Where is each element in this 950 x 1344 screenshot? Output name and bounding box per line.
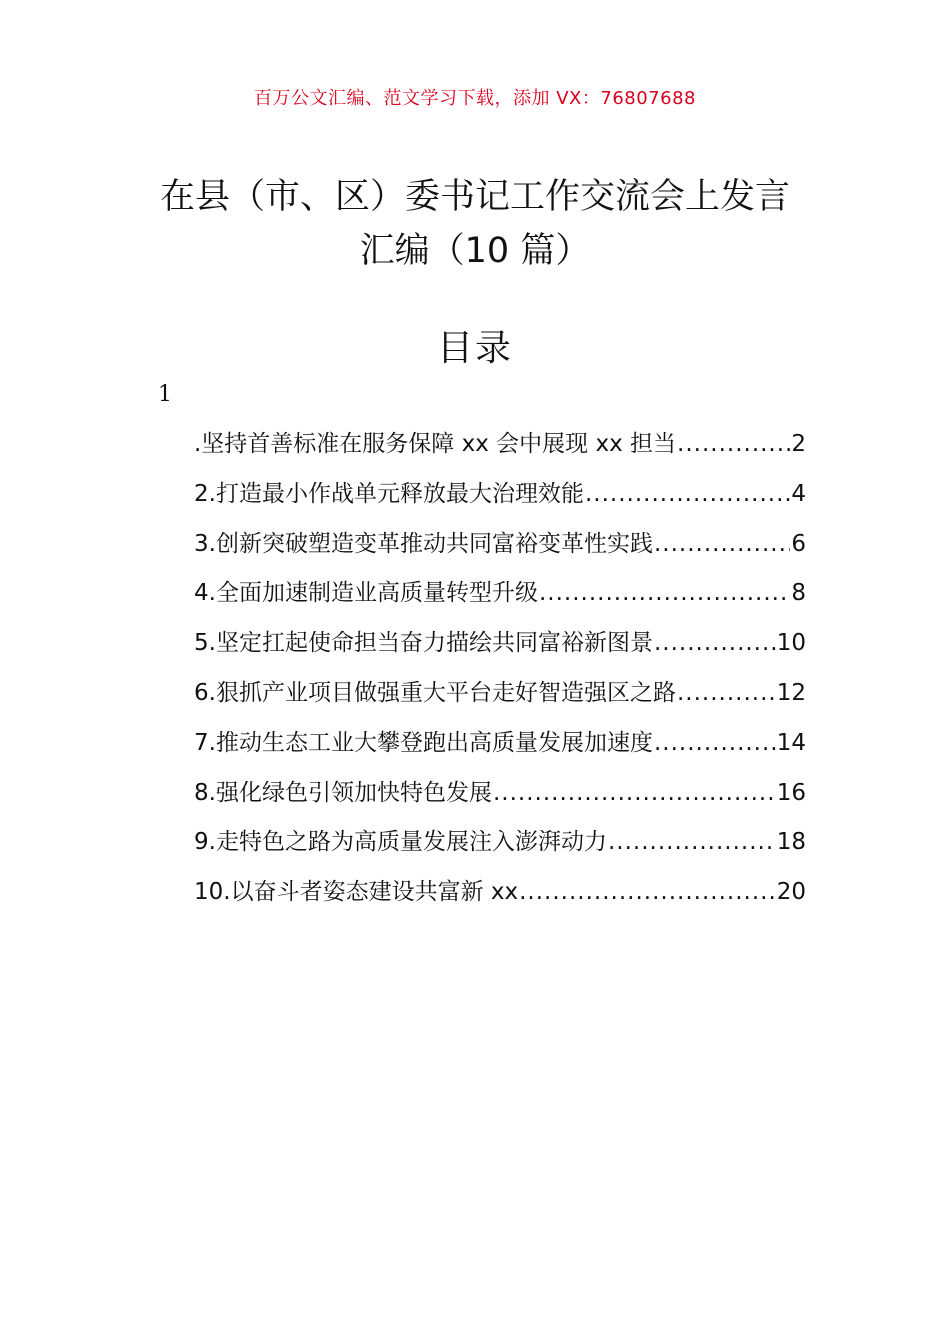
toc-leader-dots: [519, 868, 776, 918]
toc-entry-title: 3.创新突破塑造变革推动共同富裕变革性实践: [194, 530, 653, 557]
toc-page-number: 4: [791, 480, 806, 507]
toc-page-number: 14: [776, 729, 806, 756]
toc-page-number: 16: [776, 779, 806, 806]
toc-page-number: 12: [776, 679, 806, 706]
toc-page-number: 6: [791, 530, 806, 557]
toc-entry-title: 5.坚定扛起使命担当奋力描绘共同富裕新图景: [194, 630, 653, 657]
toc-heading: 目录: [436, 328, 513, 369]
toc-entry[interactable]: [194, 769, 806, 819]
toc-page-number: 20: [776, 879, 806, 906]
toc-entry[interactable]: [194, 619, 806, 669]
toc-entry-title: 2.打造最小作战单元释放最大治理效能: [194, 480, 584, 507]
toc-entry-title: 9.走特色之路为高质量发展注入澎湃动力: [194, 829, 607, 856]
toc-page-number: 8: [791, 580, 806, 607]
toc-leader-dots: [654, 719, 776, 769]
toc-entry[interactable]: [194, 719, 806, 769]
toc-leader-dots: [677, 420, 790, 470]
table-of-contents: [194, 420, 806, 918]
toc-entry-title: 4.全面加速制造业高质量转型升级: [194, 580, 538, 607]
toc-entry-title: .坚持首善标准在服务保障 xx 会中展现 xx 担当: [194, 431, 677, 457]
toc-leader-dots: [608, 818, 776, 868]
toc-entry-title: 10.以奋斗者姿态建设共富新 xx: [194, 879, 519, 906]
toc-page-number: 18: [776, 829, 806, 856]
toc-entry[interactable]: [194, 868, 806, 918]
stray-number: 1: [158, 382, 172, 407]
toc-page-number: 2: [791, 431, 806, 457]
toc-leader-dots: [493, 769, 776, 819]
toc-entry-title: 6.狠抓产业项目做强重大平台走好智造强区之路: [194, 679, 676, 706]
toc-leader-dots: [539, 569, 790, 619]
toc-leader-dots: [585, 470, 790, 520]
toc-leader-dots: [654, 619, 776, 669]
document-title: [140, 170, 810, 278]
toc-entry[interactable]: [194, 470, 806, 520]
toc-entry[interactable]: [194, 420, 806, 470]
toc-entry[interactable]: [194, 520, 806, 570]
toc-entry-title: 7.推动生态工业大攀登跑出高质量发展加速度: [194, 729, 653, 756]
toc-entry[interactable]: [194, 818, 806, 868]
title-line-1: 在县（市、区）委书记工作交流会上发言: [159, 177, 790, 217]
title-line-2: 汇编（10 篇）: [359, 231, 591, 271]
toc-entry[interactable]: [194, 669, 806, 719]
toc-leader-dots: [677, 669, 776, 719]
toc-leader-dots: [654, 520, 790, 570]
toc-entry[interactable]: [194, 569, 806, 619]
toc-entry-title: 8.强化绿色引领加快特色发展: [194, 779, 492, 806]
toc-page-number: 10: [776, 630, 806, 657]
header-note: 百万公文汇编、范文学习下载，添加 VX：76807688: [254, 88, 696, 109]
